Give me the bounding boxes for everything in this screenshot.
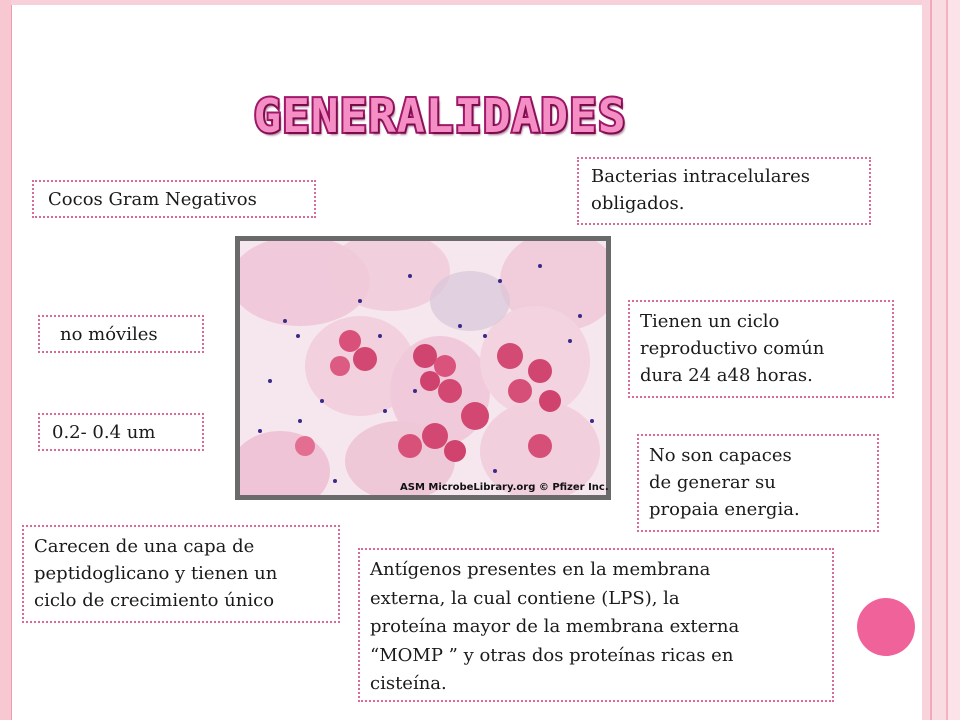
antigenos-line-2: externa, la cual contiene (LPS), la	[370, 587, 680, 609]
ciclo-line-2: reproductivo común	[640, 338, 825, 359]
decorative-circle	[857, 598, 915, 656]
antigenos-box	[358, 548, 834, 702]
ciclo-line-3: dura 24 a48 horas.	[640, 365, 813, 386]
slide-frame-top	[11, 0, 923, 5]
slide-title: GENERALIDADES	[253, 89, 627, 143]
antigenos-line-5: cisteína.	[370, 673, 447, 694]
slide-frame-left	[0, 0, 12, 720]
size-box: 0.2- 0.4 um	[38, 413, 204, 451]
antigenos-line-1: Antígenos presentes en la membrana	[370, 559, 711, 580]
micrograph-drawing	[240, 241, 606, 495]
bacterias-line-2: obligados.	[591, 193, 685, 214]
bacterias-box	[577, 157, 871, 225]
no-capaces-box	[637, 434, 879, 532]
slide-frame-right	[922, 0, 960, 720]
no-capaces-line-1: No son capaces	[649, 445, 792, 466]
ciclo-box	[628, 300, 894, 398]
ciclo-line-1: Tienen un ciclo	[640, 311, 780, 332]
cocos-box: Cocos Gram Negativos	[32, 180, 316, 218]
carecen-line-3: ciclo de crecimiento único	[34, 590, 275, 611]
antigenos-line-3: proteína mayor de la membrana externa	[370, 616, 740, 637]
no-capaces-line-3: propaia energia.	[649, 499, 800, 520]
micrograph-image	[235, 236, 611, 500]
antigenos-line-4: “MOMP ” y otras dos proteínas ricas en	[370, 644, 734, 666]
carecen-line-1: Carecen de una capa de	[34, 536, 255, 557]
bacterias-line-1: Bacterias intracelulares	[591, 166, 810, 187]
carecen-box	[22, 525, 340, 623]
no-capaces-line-2: de generar su	[649, 472, 776, 493]
image-credit: ASM MicrobeLibrary.org © Pfizer Inc.	[400, 482, 609, 493]
no-moviles-box: no móviles	[38, 315, 204, 353]
carecen-line-2: peptidoglicano y tienen un	[34, 563, 278, 584]
